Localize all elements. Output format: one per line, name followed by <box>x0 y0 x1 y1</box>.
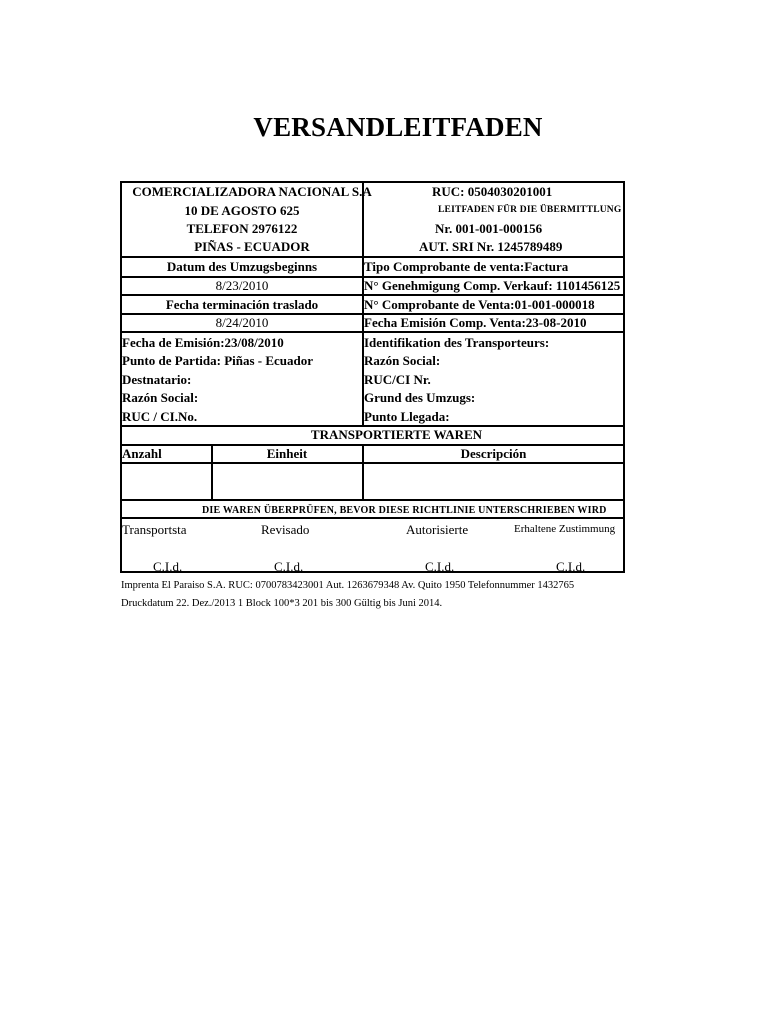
column-description: Descripción <box>460 446 527 461</box>
arrival-point-label: Punto Llegada: <box>364 409 450 424</box>
sale-authorization-number: N° Genehmigung Comp. Verkauf: 1101456125 <box>364 278 621 293</box>
signature-consent-label: Erhaltene Zustimmung <box>514 523 616 535</box>
company-ruc: RUC: 0504030201001 <box>432 184 553 199</box>
print-date-info: Druckdatum 22. Dez./2013 1 Block 100*3 201 bis 300 Gültig bis Juni 2014. <box>121 598 443 609</box>
issue-date: Fecha de Emisión:23/08/2010 <box>122 335 284 350</box>
signature-consent-id: C.I.d. <box>556 559 586 574</box>
signature-authorized-label: Autorisierte <box>406 522 469 537</box>
column-unit: Einheit <box>266 446 308 461</box>
company-address: 10 DE AGOSTO 625 <box>184 203 300 218</box>
divider <box>122 499 623 501</box>
departure-point: Punto de Partida: Piñas - Ecuador <box>122 353 314 368</box>
company-city: PIÑAS - ECUADOR <box>194 239 310 254</box>
printer-info: Imprenta El Paraiso S.A. RUC: 0700783423001 Aut. 1263679348 Av. Quito 1950 Telefonnummer 1432765 <box>121 580 575 591</box>
sale-voucher-date: Fecha Emisión Comp. Venta:23-08-2010 <box>364 315 587 330</box>
start-date-label: Datum des Umzugsbeginns <box>166 259 318 274</box>
start-date-value: 8/23/2010 <box>215 278 269 293</box>
column-quantity: Anzahl <box>122 446 162 461</box>
signature-carrier-label: Transportsta <box>122 522 187 537</box>
move-reason-label: Grund des Umzugs: <box>364 390 476 405</box>
recipient-company-label: Razón Social: <box>122 390 199 405</box>
end-date-value: 8/24/2010 <box>215 315 269 330</box>
recipient-ruc-label: RUC / CI.No. <box>122 409 198 424</box>
document-number: Nr. 001-001-000156 <box>435 221 543 236</box>
goods-section-title: TRANSPORTIERTE WAREN <box>310 427 483 442</box>
company-name: COMERCIALIZADORA NACIONAL S.A <box>132 184 372 199</box>
document-title: VERSANDLEITFADEN <box>253 112 543 142</box>
carrier-identification-label: Identifikation des Transporteurs: <box>364 335 550 350</box>
carrier-ruc-label: RUC/CI Nr. <box>364 372 431 387</box>
divider <box>122 256 623 258</box>
end-date-label: Fecha terminación traslado <box>165 297 319 312</box>
divider <box>122 462 623 464</box>
recipient-label: Destnatario: <box>122 372 192 387</box>
sale-voucher-type: Tipo Comprobante de venta:Factura <box>364 259 569 274</box>
signature-reviewed-label: Revisado <box>261 522 310 537</box>
document-type: LEITFADEN FÜR DIE ÜBERMITTLUNG <box>438 205 622 215</box>
divider <box>122 294 623 296</box>
divider <box>122 331 623 333</box>
verification-notice: DIE WAREN ÜBERPRÜFEN, BEVOR DIESE RICHTLINIE UNTERSCHRIEBEN WIRD <box>202 505 607 516</box>
sri-authorization: AUT. SRI Nr. 1245789489 <box>419 239 563 254</box>
signature-reviewed-id: C.I.d. <box>274 559 304 574</box>
signature-authorized-id: C.I.d. <box>425 559 455 574</box>
sale-voucher-number: N° Comprobante de Venta:01-001-000018 <box>364 297 595 312</box>
signature-carrier-id: C.I.d. <box>153 559 183 574</box>
company-phone: TELEFON 2976122 <box>186 221 298 236</box>
carrier-company-label: Razón Social: <box>364 353 441 368</box>
waybill-form <box>120 181 625 573</box>
